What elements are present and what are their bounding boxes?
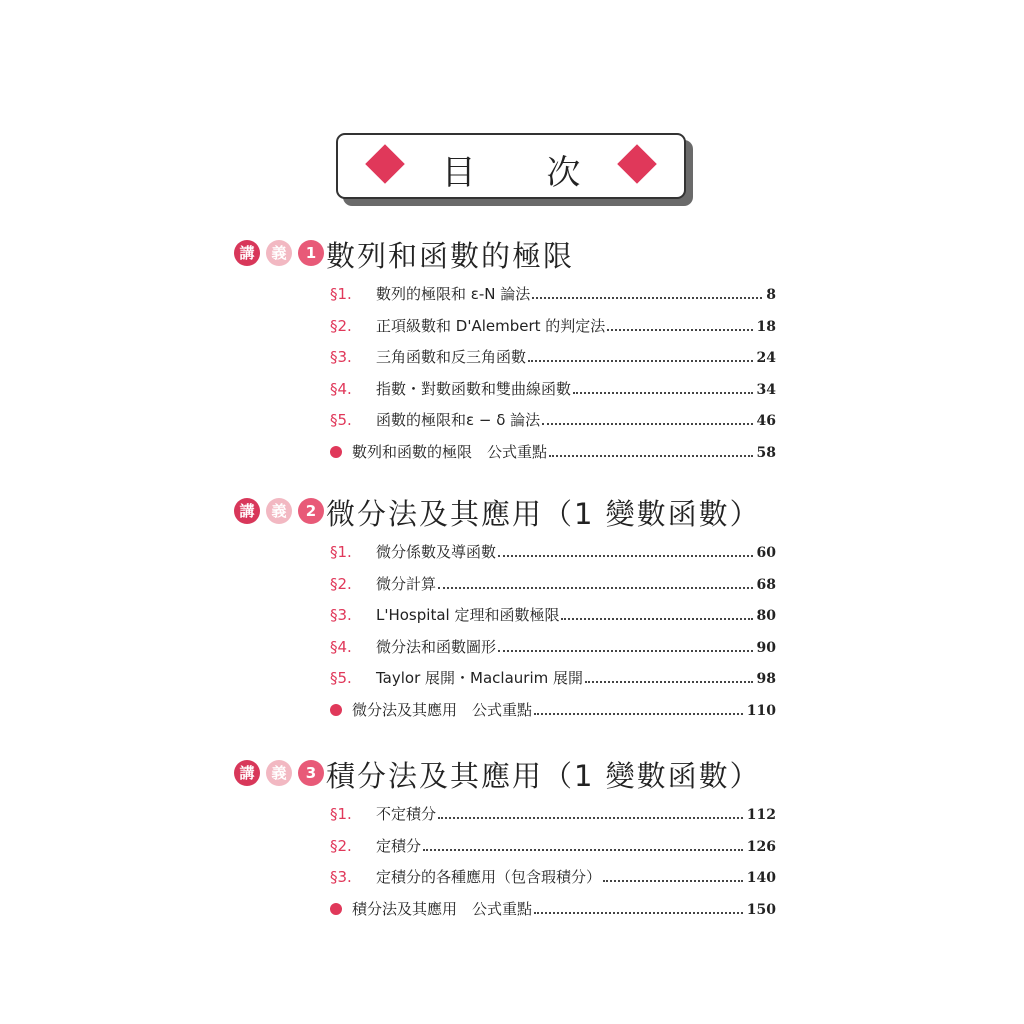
dot-leader <box>438 817 743 819</box>
toc-entry[interactable] <box>330 637 776 669</box>
entry-label: 數列的極限和 ε-N 論法 <box>376 285 531 303</box>
page-number: 150 <box>746 901 776 918</box>
toc-entry[interactable] <box>330 605 776 637</box>
toc-title-box <box>336 133 686 199</box>
section-number: §3. <box>330 606 352 624</box>
page-number: 24 <box>756 350 776 366</box>
toc-summary-entry[interactable] <box>330 899 776 931</box>
entry-label: 定積分的各種應用（包含瑕積分） <box>376 868 602 886</box>
toc-entry[interactable] <box>330 379 776 411</box>
page-number: 110 <box>746 702 776 719</box>
entry-label: 函數的極限和ε − δ 論法 <box>376 411 541 429</box>
chapter-badge: 義 <box>266 760 292 786</box>
chapter-badge: 講 <box>234 498 260 524</box>
page-number: 34 <box>756 381 776 398</box>
chapter-heading <box>230 492 790 532</box>
dot-leader <box>498 650 753 652</box>
section-number: §4. <box>330 379 352 398</box>
dot-leader <box>534 713 743 715</box>
chapter-section <box>230 234 790 461</box>
chapter-badge: 1 <box>298 240 324 266</box>
chapter-title: 微分法及其應用（1 變數函數） <box>326 497 761 531</box>
page-number: 60 <box>756 545 776 561</box>
entry-label: 三角函數和反三角函數 <box>376 348 527 366</box>
dot-leader <box>532 297 762 299</box>
toc-entry[interactable] <box>330 668 776 700</box>
page-number: 68 <box>756 576 776 593</box>
section-number: §2. <box>330 316 352 335</box>
page-number: 126 <box>746 838 776 855</box>
dot-leader <box>561 618 752 620</box>
dot-leader <box>573 392 753 394</box>
chapter-title: 積分法及其應用（1 變數函數） <box>326 759 761 793</box>
toc-entry[interactable] <box>330 410 776 442</box>
entry-label: 微分係數及導函數 <box>376 543 497 561</box>
chapter-title: 數列和函數的極限 <box>326 239 575 273</box>
dot-leader <box>528 360 753 362</box>
bullet-icon <box>330 903 342 915</box>
dot-leader <box>498 555 753 557</box>
page-number: 46 <box>756 413 776 429</box>
toc-summary-entry[interactable] <box>330 700 776 732</box>
chapter-badge: 2 <box>298 498 324 524</box>
page-number: 98 <box>756 671 776 687</box>
dot-leader <box>585 681 753 683</box>
chapter-badge: 講 <box>234 760 260 786</box>
page-number: 58 <box>756 444 776 461</box>
chapter-section <box>230 492 790 719</box>
entry-label: 微分法和函數圖形 <box>376 637 497 656</box>
dot-leader <box>438 587 753 589</box>
chapter-section <box>230 754 790 918</box>
entry-label: 數列和函數的極限 公式重點 <box>352 442 548 461</box>
entry-label: 指數・對數函數和雙曲線函數 <box>376 379 572 398</box>
section-number: §4. <box>330 637 352 656</box>
toc-entry[interactable] <box>330 316 776 348</box>
chapter-heading <box>230 234 790 274</box>
toc-entry[interactable] <box>330 804 776 836</box>
section-number: §2. <box>330 574 352 593</box>
bullet-icon <box>330 446 342 458</box>
entry-label: 微分法及其應用 公式重點 <box>352 700 533 719</box>
section-number: §3. <box>330 868 352 886</box>
toc-summary-entry[interactable] <box>330 442 776 474</box>
dot-leader <box>549 455 753 457</box>
dot-leader <box>603 880 743 882</box>
chapter-badge: 講 <box>234 240 260 266</box>
section-number: §5. <box>330 411 352 429</box>
entry-label: L'Hospital 定理和函數極限 <box>376 606 560 624</box>
page-number: 80 <box>756 608 776 624</box>
toc-entry[interactable] <box>330 574 776 606</box>
toc-entry-list <box>330 804 776 930</box>
section-number: §1. <box>330 805 352 823</box>
toc-entry[interactable] <box>330 867 776 899</box>
entry-label: 積分法及其應用 公式重點 <box>352 899 533 918</box>
toc-entry-list <box>330 284 776 473</box>
dot-leader <box>542 423 752 425</box>
section-number: §5. <box>330 669 352 687</box>
dot-leader <box>423 849 743 851</box>
toc-entry[interactable] <box>330 836 776 868</box>
page-number: 8 <box>766 287 776 303</box>
page-number: 140 <box>746 870 776 886</box>
entry-label: 不定積分 <box>376 805 437 823</box>
section-number: §2. <box>330 836 352 855</box>
bullet-icon <box>330 704 342 716</box>
entry-label: Taylor 展開・Maclaurim 展開 <box>376 669 583 687</box>
section-number: §1. <box>330 543 352 561</box>
toc-entry-list <box>330 542 776 731</box>
dot-leader <box>534 912 743 914</box>
section-number: §3. <box>330 348 352 366</box>
entry-label: 微分計算 <box>376 574 437 593</box>
chapter-badge: 義 <box>266 498 292 524</box>
page-number: 90 <box>756 639 776 656</box>
page-title: 目 次 <box>441 153 611 193</box>
chapter-heading <box>230 754 790 794</box>
toc-entry[interactable] <box>330 347 776 379</box>
page-number: 18 <box>756 318 776 335</box>
entry-label: 正項級數和 D'Alembert 的判定法 <box>376 316 606 335</box>
entry-label: 定積分 <box>376 836 422 855</box>
page-number: 112 <box>746 807 776 823</box>
dot-leader <box>607 329 752 331</box>
section-number: §1. <box>330 285 352 303</box>
toc-entry[interactable] <box>330 284 776 316</box>
chapter-badge: 義 <box>266 240 292 266</box>
chapter-badge: 3 <box>298 760 324 786</box>
toc-entry[interactable] <box>330 542 776 574</box>
